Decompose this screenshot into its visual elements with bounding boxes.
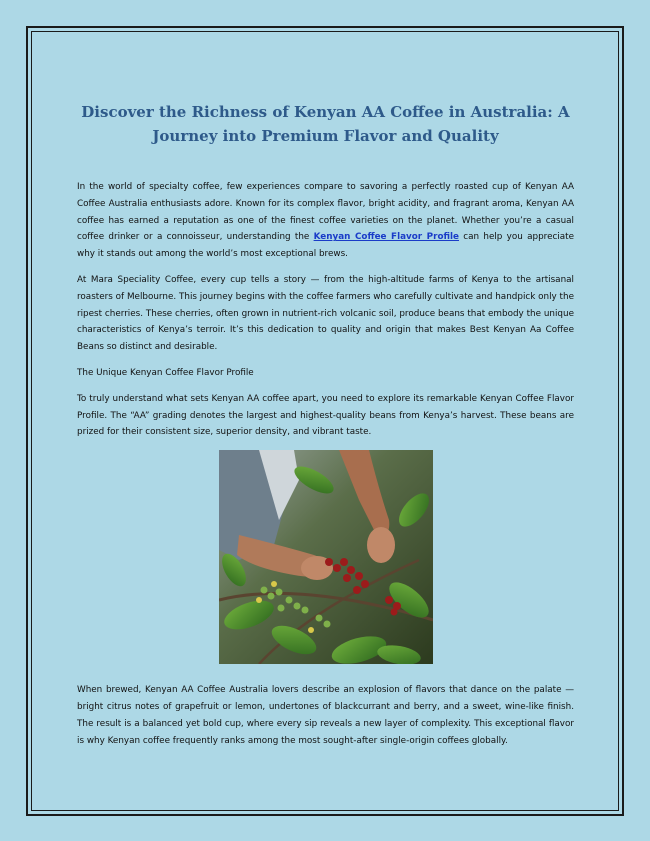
paragraph-flavor-description: When brewed, Kenyan AA Coffee Australia lovers describe an explosion of flavors that dance on the palate — bright citrus notes of grapefruit or lemon, undertones of blackcurrant and berry, and a sweet, wine-like finish. The result is a balanced yet bold cup, where every sip reveals a new layer of complexity. This exceptional flavor is why Kenyan coffee frequently ranks among the most sought-after single-origin coffees globally. (77, 685, 574, 746)
coffee-harvest-illustration (219, 450, 433, 664)
paragraph-intro (77, 179, 574, 263)
paragraph-aa-grading: To truly understand what sets Kenyan AA coffee apart, you need to explore its remarkable Kenyan Coffee Flavor Profile. The “AA” grading denotes the largest and highest-quality beans from Kenya’s harvest. These beans are prized for their consistent size, superior density, and vibrant taste. (77, 393, 574, 438)
paragraph-intro-text-before: In the world of specialty coffee, few experiences compare to savoring a perfectly roasted cup of Kenyan AA Coffee Australia enthusiasts adore. Known for its complex flavor, bright acidity, and fragrant aroma, Kenyan AA coffee has earned a reputation as one of the finest coffee varieties on the planet. Whether you’re a casual coffee drinker or a connoisseur, understanding the (77, 182, 574, 243)
section-subheading: The Unique Kenyan Coffee Flavor Profile (77, 367, 254, 378)
article-content (77, 100, 574, 758)
paragraph-mara: At Mara Speciality Coffee, every cup tells a story — from the high-altitude farms of Kenya to the artisanal roasters of Melbourne. This journey begins with the coffee farmers who carefully cultivate and handpick only the ripest cherries. These cherries, often grown in nutrient-rich volcanic soil, produce beans that embody the unique characteristics of Kenya’s terroir. It’s this dedication to quality and origin that makes Best Kenyan Aa Coffee Beans so distinct and desirable. (77, 274, 574, 353)
paragraph-intro-text-after: can help you appreciate why it stands out among the world’s most exceptional brews. (77, 232, 575, 260)
hand-right (367, 527, 395, 563)
kenyan-coffee-flavor-profile-link[interactable]: Kenyan Coffee Flavor Profile (313, 232, 460, 243)
article-title: Discover the Richness of Kenyan AA Coffee in Australia: A Journey into Premium Flavor and Quality (81, 103, 570, 145)
coffee-harvest-photo (219, 450, 433, 664)
